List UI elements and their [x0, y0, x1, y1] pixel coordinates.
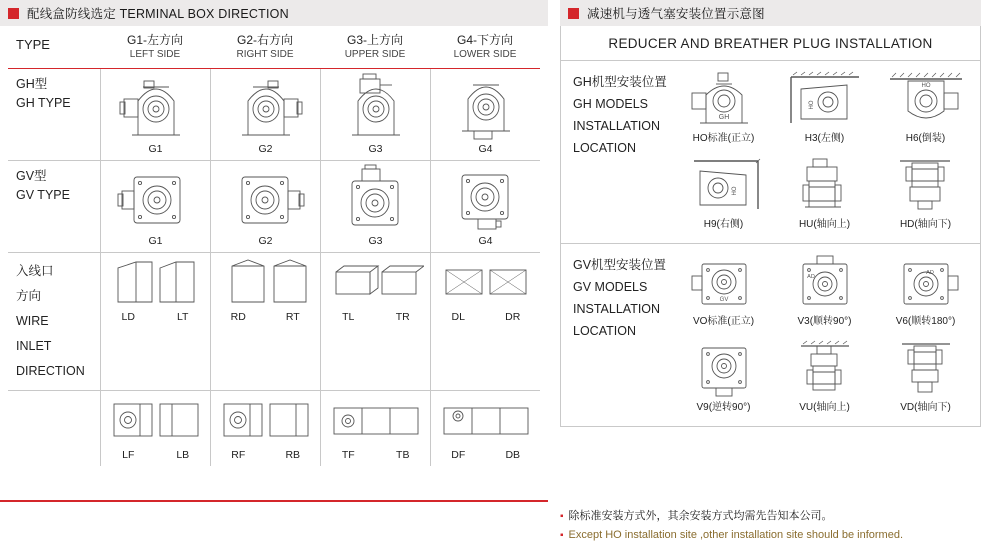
figure-gv-g4	[430, 161, 540, 252]
wire-captions-df-db	[431, 449, 540, 466]
footnote-2	[560, 527, 981, 544]
left-panel-header	[0, 0, 548, 26]
caption-rt: RT	[285, 311, 300, 323]
gv-g3-drawing	[321, 161, 430, 235]
h3-drawing	[774, 67, 875, 129]
column-header-g3	[320, 33, 430, 61]
figure-gv-g2	[210, 161, 320, 252]
wire-rf-rb-drawing	[211, 391, 320, 449]
terminal-box-table	[0, 26, 548, 466]
right-panel-header-label: 减速机与透气塞安装位置示意图	[587, 7, 765, 21]
gv-g4-drawing	[431, 161, 540, 235]
wire-ld-lt-drawing	[101, 253, 210, 311]
svg-text:HO: HO	[808, 100, 815, 110]
v9-drawing	[673, 336, 774, 398]
left-panel-bottom-accent	[0, 500, 548, 502]
gv-label-line-4: LOCATION	[573, 324, 636, 338]
column-header-g3-en: UPPER SIDE	[344, 49, 406, 60]
figure-vo	[673, 250, 774, 336]
caption-v6: V6(顺转180°)	[895, 316, 956, 327]
wire-group-tf-tb	[320, 391, 430, 466]
wire-inlet-row-2	[8, 391, 540, 466]
left-panel-header-label: 配线盒防线选定 TERMINAL BOX DIRECTION	[27, 7, 289, 21]
column-header-g4	[430, 33, 540, 61]
wire-tf-tb-drawing	[321, 391, 430, 449]
wire-captions-ld-lt	[101, 311, 210, 328]
footnotes	[560, 508, 981, 546]
figure-vu	[774, 336, 875, 422]
caption-lf: LF	[122, 449, 135, 461]
column-header-g2-en: RIGHT SIDE	[236, 49, 294, 60]
caption-tr: TR	[395, 311, 410, 323]
wire-group-lf-lb	[100, 391, 210, 466]
row-label-gv-en: GV TYPE	[16, 188, 70, 202]
caption-db: DB	[505, 449, 521, 461]
red-square-icon	[568, 8, 579, 19]
wire-group-tl-tr	[320, 253, 430, 390]
row-label-gh	[8, 69, 100, 160]
wire-label-line-4: INLET	[16, 339, 52, 353]
caption-gv-g2: G2	[258, 235, 273, 247]
caption-v9: V9(逆转90°)	[696, 402, 751, 413]
wire-label-line-5: DIRECTION	[16, 364, 85, 378]
v3-drawing	[774, 250, 875, 312]
terminal-box-panel	[0, 0, 548, 466]
ho-drawing	[673, 67, 774, 129]
row-label-gv	[8, 161, 100, 252]
table-row	[8, 161, 540, 253]
wire-label-line-3: WIRE	[16, 314, 49, 328]
column-header-g2	[210, 33, 320, 61]
wire-group-rf-rb	[210, 391, 320, 466]
reducer-installation-panel	[560, 0, 981, 427]
gv-row-2	[673, 336, 976, 422]
caption-h3: H3(左侧)	[804, 133, 845, 144]
gh-label-line-2: GH MODELS	[573, 97, 649, 111]
gh-g4-drawing	[431, 69, 540, 143]
column-header-g1-cn: G1-左方向	[126, 33, 183, 47]
row-label-gh-cn: GH型	[16, 77, 48, 91]
row-label-gh-en: GH TYPE	[16, 96, 71, 110]
figure-gv-g1	[100, 161, 210, 252]
wire-group-rd-rt	[210, 253, 320, 390]
right-panel-header	[560, 0, 981, 26]
footnote-1	[560, 508, 981, 525]
caption-gv-g4: G4	[478, 235, 493, 247]
gh-label-line-3: INSTALLATION	[573, 119, 661, 133]
gv-installation-section	[561, 244, 980, 426]
column-header-g4-en: LOWER SIDE	[453, 49, 517, 60]
caption-rb: RB	[285, 449, 301, 461]
caption-h9: H9(右侧)	[703, 219, 744, 230]
row-label-gv-cn: GV型	[16, 169, 47, 183]
wire-rd-rt-drawing	[211, 253, 320, 311]
gv-label-line-2: GV MODELS	[573, 280, 648, 294]
gv-g2-drawing	[211, 161, 320, 235]
wire-group-df-db	[430, 391, 540, 466]
footnote-2-text: Except HO installation site ,other installation site should be informed.	[568, 529, 903, 541]
caption-lb: LB	[176, 449, 190, 461]
gh-row-2	[673, 153, 976, 239]
bullet-icon: ▪	[560, 511, 564, 522]
wire-captions-rf-rb	[211, 449, 320, 466]
gv-g1-drawing	[101, 161, 210, 235]
gh-row-1	[673, 67, 976, 153]
caption-vd: VD(轴向下)	[900, 402, 951, 413]
caption-gh-g1: G1	[148, 143, 163, 155]
column-header-g1	[100, 33, 210, 61]
svg-text:HO: HO	[731, 186, 738, 196]
caption-hu: HU(轴向上)	[798, 219, 851, 230]
figure-gv-g3	[320, 161, 430, 252]
wire-captions-lf-lb	[101, 449, 210, 466]
wire-captions-tf-tb	[321, 449, 430, 466]
caption-gv-g3: G3	[368, 235, 383, 247]
figure-ho	[673, 67, 774, 153]
vo-drawing	[673, 250, 774, 312]
caption-ho: HO标准(正立)	[692, 133, 755, 144]
gh-g1-drawing	[101, 69, 210, 143]
caption-rd: RD	[230, 311, 246, 323]
caption-gh-g3: G3	[368, 143, 383, 155]
caption-tb: TB	[396, 449, 410, 461]
figure-v3	[774, 250, 875, 336]
figure-hd	[875, 153, 976, 239]
caption-tl: TL	[342, 311, 355, 323]
row-label-wire-spacer	[8, 391, 100, 466]
wire-lf-lb-drawing	[101, 391, 210, 449]
caption-gv-g1: G1	[148, 235, 163, 247]
figure-vd	[875, 336, 976, 422]
column-header-g4-cn: G4-下方向	[456, 33, 513, 47]
row-label-wire	[8, 253, 100, 390]
figure-v9	[673, 336, 774, 422]
figure-h3	[774, 67, 875, 153]
wire-captions-dl-dr	[431, 311, 540, 328]
caption-rf: RF	[231, 449, 246, 461]
footnote-1-text: 除标准安装方式外，其余安装方式均需先告知本公司。	[568, 510, 833, 522]
gh-section-figures	[673, 61, 980, 243]
gv-label-line-3: INSTALLATION	[573, 302, 661, 316]
table-header-row	[8, 26, 540, 69]
figure-h9	[673, 153, 774, 239]
gh-g3-drawing	[321, 69, 430, 143]
red-square-icon	[8, 8, 19, 19]
caption-tf: TF	[341, 449, 355, 461]
wire-dl-dr-drawing	[431, 253, 540, 311]
figure-hu	[774, 153, 875, 239]
caption-df: DF	[451, 449, 466, 461]
svg-text:HO: HO	[921, 83, 930, 89]
svg-text:GH: GH	[718, 114, 729, 121]
wire-captions-rd-rt	[211, 311, 320, 328]
wire-tl-tr-drawing	[321, 253, 430, 311]
wire-df-db-drawing	[431, 391, 540, 449]
caption-h6: H6(倒装)	[905, 133, 946, 144]
svg-text:AD: AD	[925, 270, 934, 276]
gv-section-label	[561, 244, 673, 426]
v6-drawing	[875, 250, 976, 312]
caption-vo: VO标准(正立)	[692, 316, 755, 327]
hu-drawing	[774, 153, 875, 215]
svg-text:GV: GV	[719, 297, 728, 303]
column-header-g1-en: LEFT SIDE	[129, 49, 181, 60]
wire-captions-tl-tr	[321, 311, 430, 328]
column-header-g2-cn: G2-右方向	[236, 33, 293, 47]
column-header-g3-cn: G3-上方向	[346, 33, 403, 47]
caption-ld: LD	[121, 311, 135, 323]
wire-inlet-row-1	[8, 253, 540, 391]
wire-label-line-2: 方向	[16, 289, 42, 303]
caption-lt: LT	[177, 311, 189, 323]
gh-label-line-4: LOCATION	[573, 141, 636, 155]
caption-gh-g2: G2	[258, 143, 273, 155]
installation-title: REDUCER AND BREATHER PLUG INSTALLATION	[561, 26, 980, 61]
figure-gh-g1	[100, 69, 210, 160]
caption-hd: HD(轴向下)	[899, 219, 952, 230]
figure-h6	[875, 67, 976, 153]
gv-section-figures	[673, 244, 980, 426]
figure-gh-g2	[210, 69, 320, 160]
wire-group-dl-dr	[430, 253, 540, 390]
gh-g2-drawing	[211, 69, 320, 143]
caption-dl: DL	[451, 311, 465, 323]
column-header-type: TYPE	[16, 36, 50, 52]
figure-v6	[875, 250, 976, 336]
caption-gh-g4: G4	[478, 143, 493, 155]
vu-drawing	[774, 336, 875, 398]
h9-drawing	[673, 153, 774, 215]
gv-row-1	[673, 250, 976, 336]
gv-label-line-1: GV机型安装位置	[573, 258, 667, 272]
gh-label-line-1: GH机型安装位置	[573, 75, 667, 89]
gh-section-label	[561, 61, 673, 243]
wire-group-ld-lt	[100, 253, 210, 390]
vd-drawing	[875, 336, 976, 398]
figure-gh-g4	[430, 69, 540, 160]
caption-dr: DR	[505, 311, 521, 323]
figure-gh-g3	[320, 69, 430, 160]
gh-installation-section	[561, 61, 980, 244]
svg-text:AD: AD	[806, 274, 815, 280]
caption-v3: V3(顺转90°)	[797, 316, 852, 327]
installation-box	[560, 26, 981, 427]
bullet-icon: ▪	[560, 530, 564, 541]
h6-drawing	[875, 67, 976, 129]
table-row	[8, 69, 540, 161]
caption-vu: VU(轴向上)	[799, 402, 850, 413]
wire-label-line-1: 入线口	[16, 264, 54, 278]
hd-drawing	[875, 153, 976, 215]
